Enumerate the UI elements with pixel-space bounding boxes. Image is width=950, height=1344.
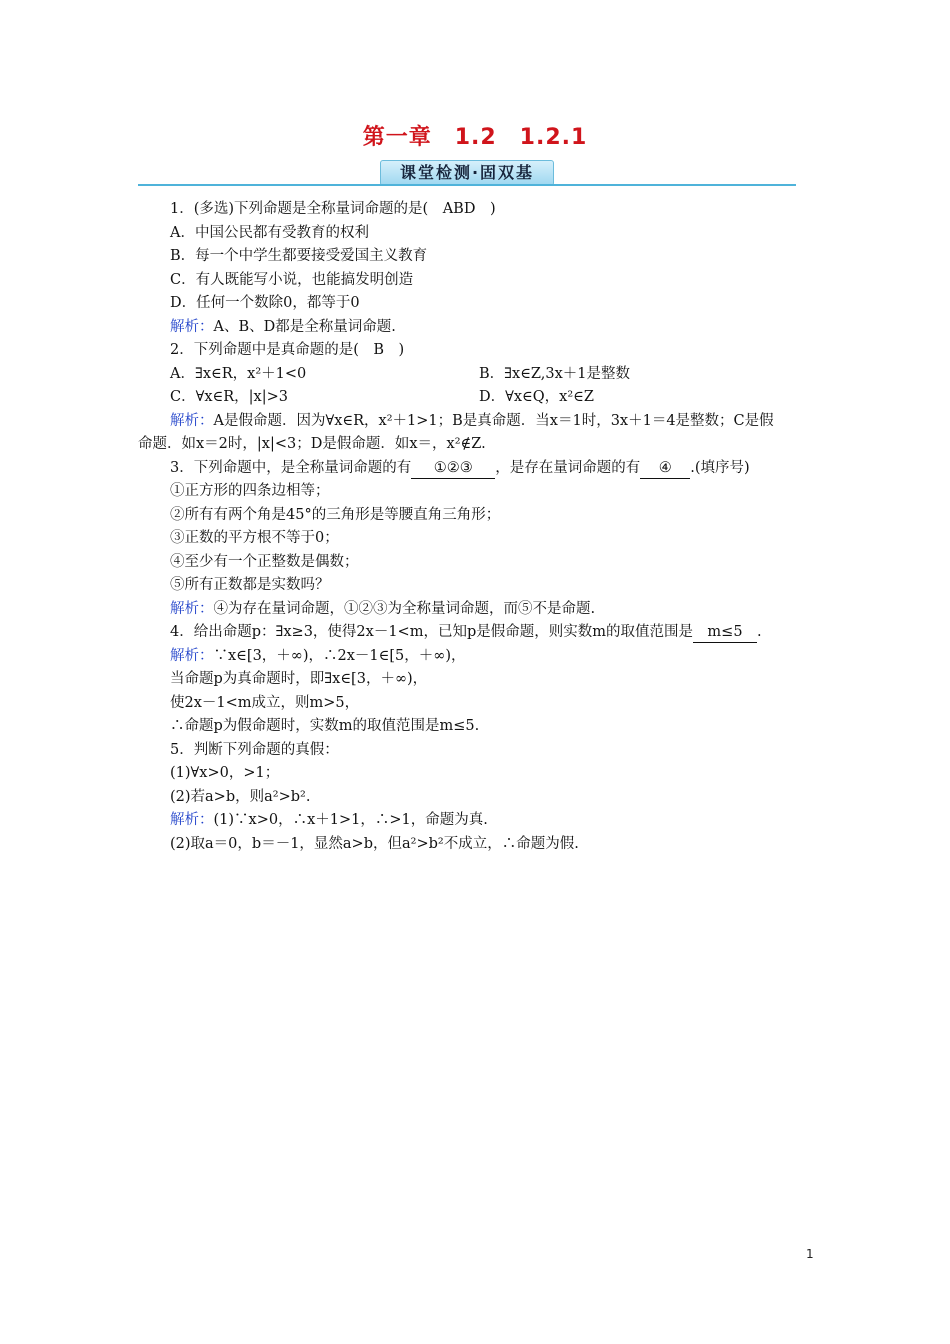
- q2-stem: [138, 339, 818, 363]
- q2-answer: B: [373, 342, 385, 358]
- section-badge: 课堂检测·固双基: [380, 160, 554, 186]
- q4-stem: [138, 621, 818, 645]
- q4-answer: m≤5: [693, 623, 757, 643]
- q1-solution-text: A、B、D都是全称量词命题.: [213, 318, 396, 335]
- solution-label: 解析：: [170, 600, 214, 617]
- q2-option-d: D．∀x∈Q，x²∈Z: [479, 389, 594, 405]
- q2-solution-cont: 命题．如x＝2时，|x|<3；D是假命题．如x＝，x²∉Z.: [138, 436, 486, 452]
- q5-solution: [138, 809, 818, 833]
- q3-solution-text: ④为存在量词命题，①②③为全称量词命题，而⑤不是命题.: [213, 600, 596, 617]
- solution-label: 解析：: [170, 412, 214, 429]
- q1-stem-close: ): [475, 201, 496, 217]
- chapter-title: 第一章 1.2 1.2.1: [362, 125, 588, 150]
- q5-solution-text: (1)∵x>0，∴x＋1>1，∴>1，命题为真.: [213, 812, 488, 828]
- exercise-content: [138, 198, 818, 856]
- q2-stem-text: 2．下列命题中是真命题的是(: [170, 342, 374, 358]
- q5-item-1: (1)∀x>0，>1；: [170, 765, 280, 781]
- q1-option-b: B．每一个中学生都要接受爱国主义教育: [170, 248, 428, 264]
- q3-item-3: ③正数的平方根不等于0；: [170, 530, 339, 546]
- q5-solution-line-2: (2)取a＝0，b＝－1，显然a>b，但a²>b²不成立，∴命题为假.: [170, 835, 579, 852]
- q3-stem-text-1: 3．下列命题中，是全称量词命题的有: [170, 459, 412, 476]
- q1-option-a: A．中国公民都有受教育的权利: [170, 224, 369, 241]
- q4-solution-text: ∵x∈[3，＋∞)，∴2x－1∈[5，＋∞)，: [213, 647, 466, 664]
- q2-stem-close: ): [384, 342, 405, 358]
- q3-stem: [138, 457, 818, 481]
- q5-item-2: (2)若a>b，则a²>b².: [170, 788, 311, 805]
- q4-stem-end: .: [756, 624, 762, 640]
- q2-option-c: C．∀x∈R，|x|>3: [170, 389, 288, 405]
- q4-stem-text: 4．给出命题p：∃x≥3，使得2x－1<m，已知p是假命题，则实数m的取值范围是: [170, 624, 693, 640]
- q3-item-1: ①正方形的四条边相等；: [170, 483, 330, 499]
- solution-label: 解析：: [170, 647, 214, 664]
- q1-option-d: D．任何一个数除0，都等于0: [170, 295, 360, 311]
- q4-solution-line-3: 使2x－1<m成立，则m>5，: [170, 694, 360, 711]
- q5-stem: 5．判断下列命题的真假：: [170, 741, 339, 758]
- q1-answer: ABD: [442, 201, 476, 217]
- q3-answer-existential: ④: [640, 459, 690, 479]
- q3-stem-text-3: .(填序号): [690, 459, 750, 476]
- q1-stem-text: 1．(多选)下列命题是全称量词命题的是(: [170, 201, 443, 217]
- header-divider: [138, 184, 796, 186]
- q2-solution-text: A是假命题．因为∀x∈R，x²＋1>1；B是真命题．当x＝1时，3x＋1＝4是整数；C是假: [213, 412, 774, 429]
- q2-option-b: B．∃x∈Z,3x＋1是整数: [479, 365, 630, 382]
- q2-options-row-2: [138, 386, 818, 410]
- q2-option-a: A．∃x∈R，x²＋1<0: [170, 365, 307, 382]
- q3-item-2: ②所有有两个角是45°的三角形是等腰直角三角形；: [170, 506, 501, 523]
- q1-option-c: C．有人既能写小说，也能搞发明创造: [170, 271, 414, 288]
- q3-item-5: ⑤所有正数都是实数吗？: [170, 577, 330, 593]
- q3-item-4: ④至少有一个正整数是偶数；: [170, 553, 359, 570]
- q1-stem: [138, 198, 818, 222]
- solution-label: 解析：: [170, 812, 214, 828]
- q1-solution: [138, 316, 818, 340]
- q2-solution: [138, 410, 818, 434]
- q4-solution-line-4: ∴命题p为假命题时，实数m的取值范围是m≤5.: [170, 718, 480, 734]
- q4-solution: [138, 645, 818, 669]
- q3-solution: [138, 598, 818, 622]
- solution-label: 解析：: [170, 318, 214, 335]
- q2-options-row-1: [138, 363, 818, 387]
- q4-solution-line-2: 当命题p为真命题时，即∃x∈[3，＋∞)，: [170, 671, 428, 687]
- q3-stem-text-2: ，是存在量词命题的有: [495, 459, 641, 476]
- page-number: 1: [806, 1247, 814, 1261]
- q3-answer-universal: ①②③: [411, 459, 495, 479]
